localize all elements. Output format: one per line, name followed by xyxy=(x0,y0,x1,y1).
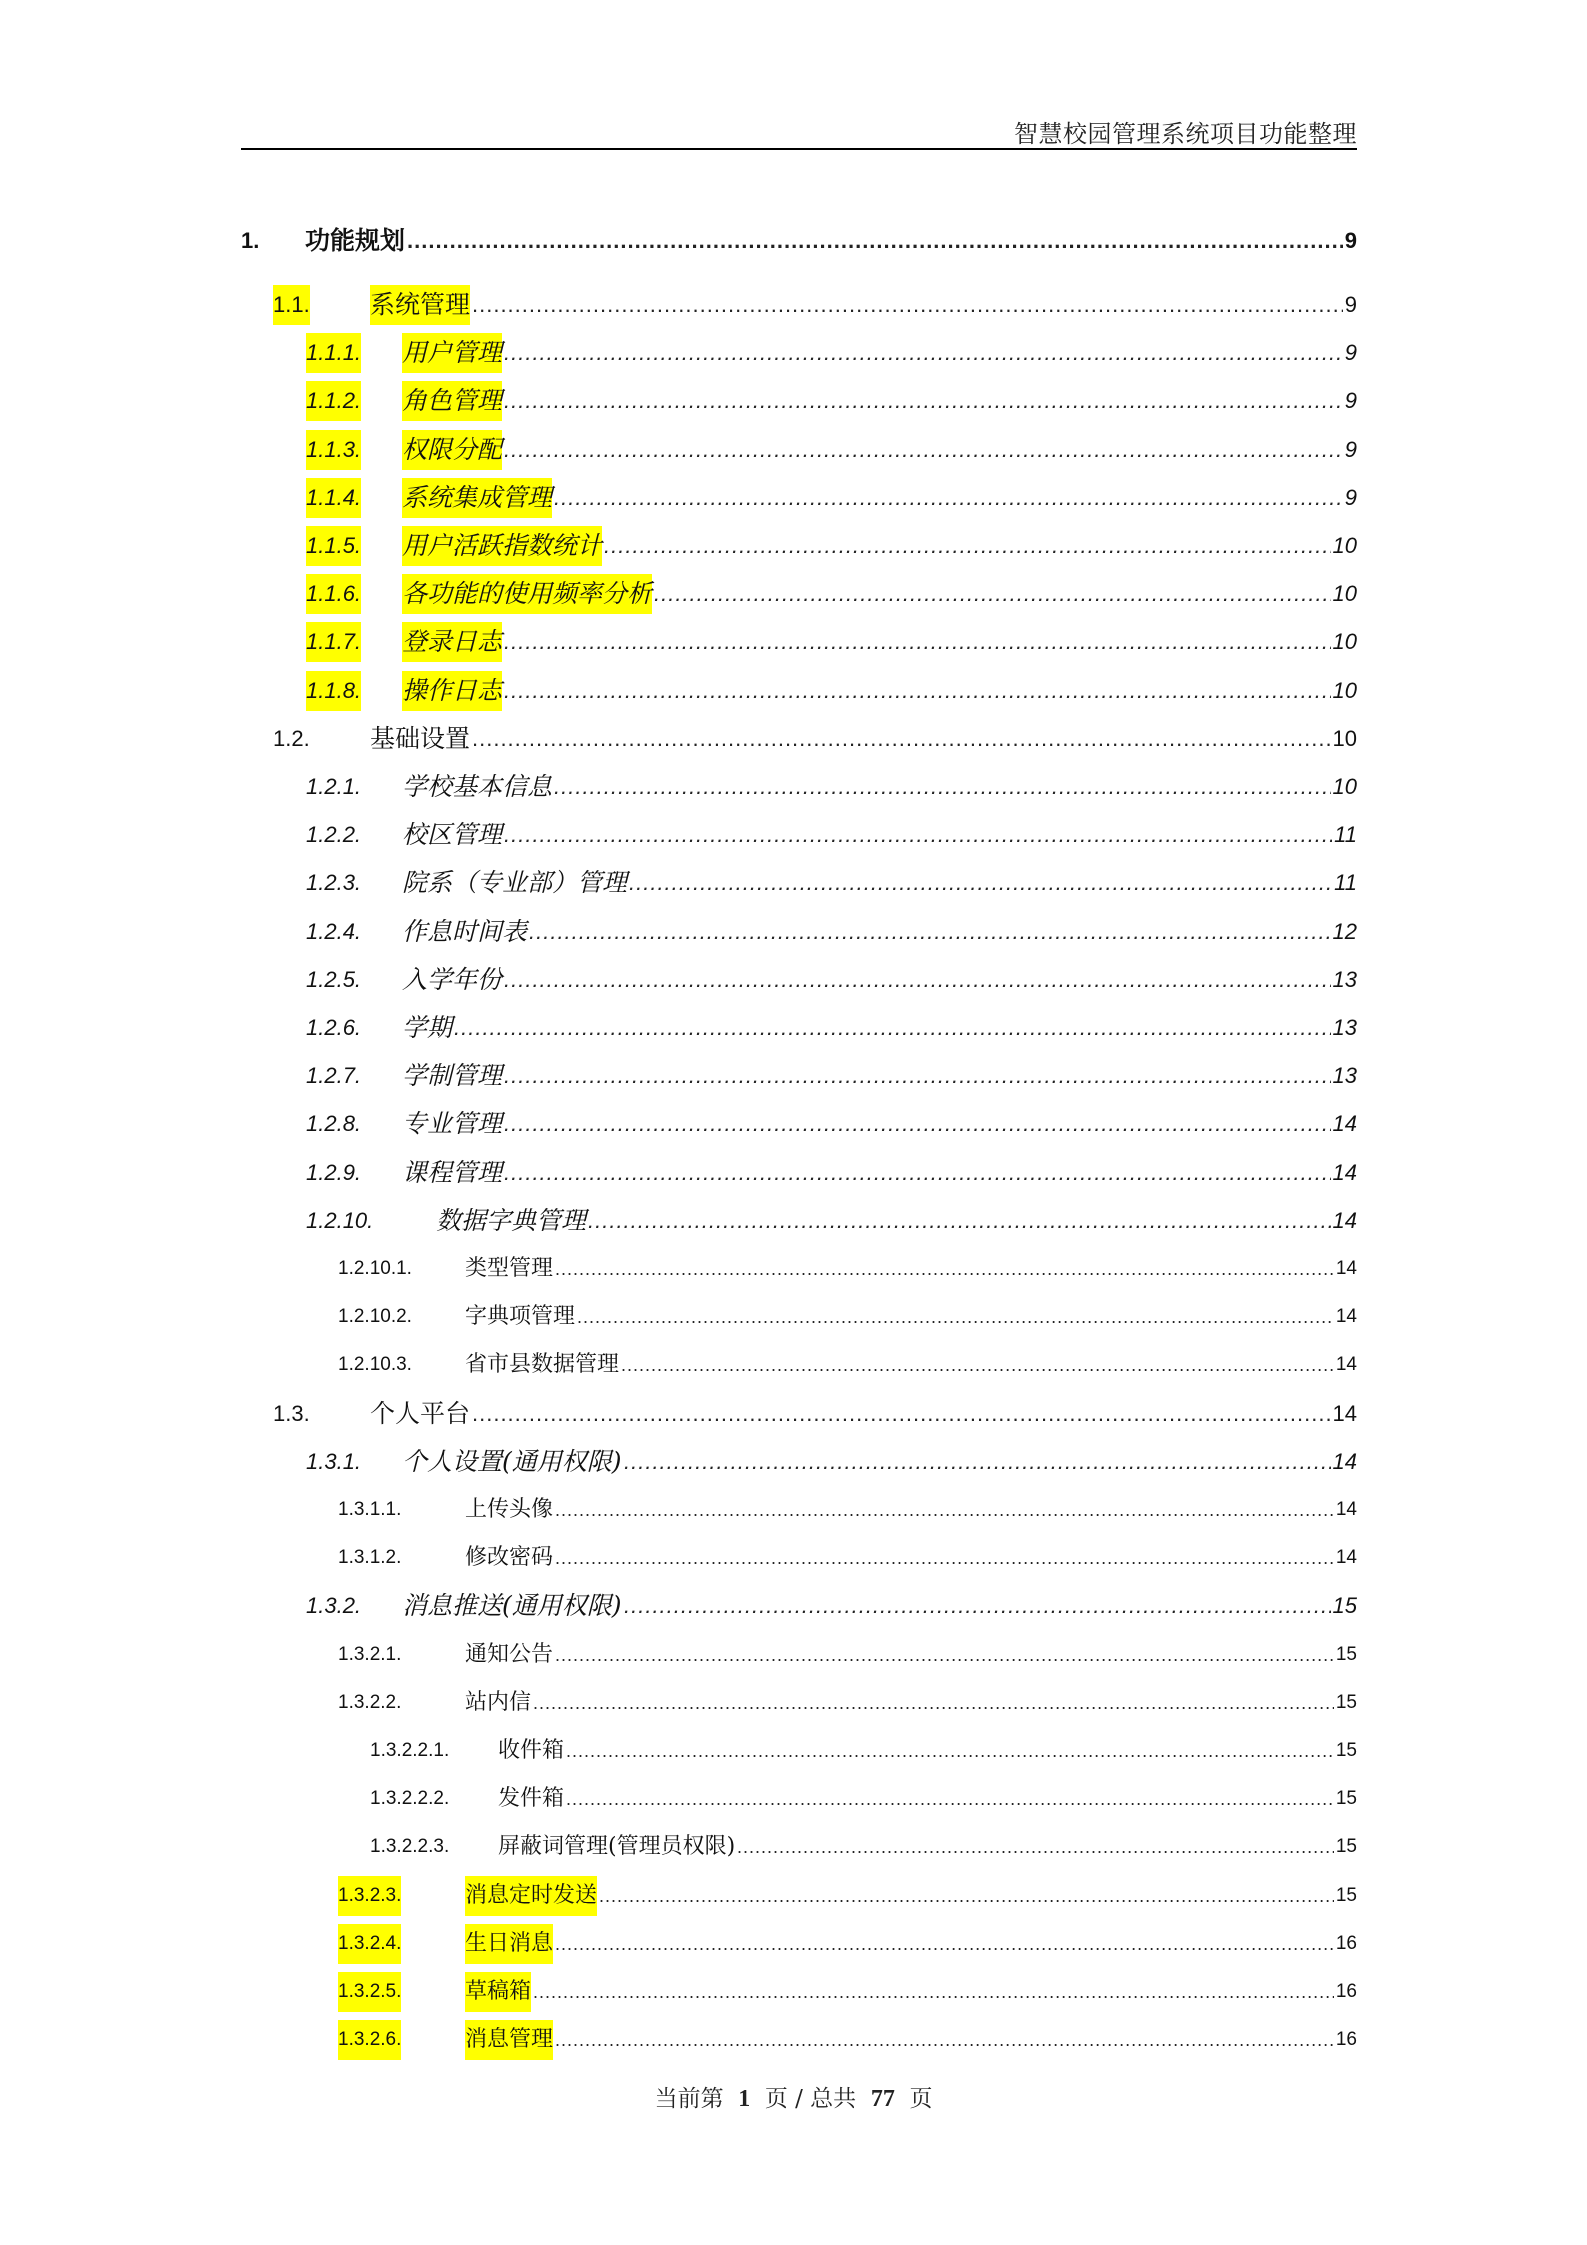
toc-entry-number: 1.3.2.1. xyxy=(338,1643,402,1665)
toc-entry-page: 14 xyxy=(1332,1448,1357,1474)
toc-entry-page: 12 xyxy=(1332,918,1357,944)
toc-entry-page: 15 xyxy=(1335,1884,1357,1906)
toc-leader-dots xyxy=(472,285,1343,325)
toc-entry[interactable] xyxy=(0,1731,1587,1771)
toc-entry-number: 1.3.2.4. xyxy=(338,1924,401,1964)
toc-entry-number: 1.1.6. xyxy=(306,574,361,614)
toc-entry-title: 修改密码 xyxy=(465,1545,554,1571)
toc-entry-number: 1.1.8. xyxy=(306,671,361,711)
toc-entry-page: 15 xyxy=(1335,1836,1357,1858)
toc-entry-title: 作息时间表 xyxy=(402,916,528,946)
toc-entry-page: 14 xyxy=(1335,1499,1357,1520)
toc-entry[interactable] xyxy=(0,863,1587,903)
toc-entry[interactable] xyxy=(0,1056,1587,1096)
toc-entry[interactable] xyxy=(0,1635,1587,1675)
toc-leader-dots xyxy=(555,1538,1334,1578)
toc-entry-title: 用户活跃指数统计 xyxy=(402,526,602,566)
toc-entry-page: 15 xyxy=(1335,1740,1357,1761)
toc-entry-page: 11 xyxy=(1334,870,1357,896)
toc-leader-dots xyxy=(407,221,1343,261)
toc-leader-dots xyxy=(504,1153,1331,1193)
toc-entry-number: 1.2.10.3. xyxy=(338,1354,412,1376)
toc-entry-page: 14 xyxy=(1332,1400,1357,1426)
toc-leader-dots xyxy=(654,574,1331,614)
toc-entry-number: 1.3.2.3. xyxy=(338,1876,401,1916)
toc-entry-number: 1.1.1. xyxy=(306,333,361,373)
toc-entry-title: 登录日志 xyxy=(402,622,502,662)
toc-entry-title: 基础设置 xyxy=(370,723,471,753)
toc-leader-dots xyxy=(504,333,1343,373)
toc-leader-dots xyxy=(555,1490,1334,1530)
toc-entry-number: 1.1. xyxy=(273,285,310,325)
toc-entry-number: 1.2.9. xyxy=(306,1159,362,1185)
toc-entry[interactable] xyxy=(0,719,1587,759)
toc-entry-page: 11 xyxy=(1334,822,1357,848)
toc-entry-number: 1.3.1.2. xyxy=(338,1547,402,1569)
toc-entry-page: 10 xyxy=(1332,533,1357,558)
toc-leader-dots xyxy=(604,526,1331,566)
toc-entry-page: 10 xyxy=(1332,629,1357,655)
toc-entry-number: 1.2.1. xyxy=(306,774,362,799)
toc-entry-page: 15 xyxy=(1335,1788,1357,1810)
toc-entry[interactable] xyxy=(0,1201,1587,1241)
toc-leader-dots xyxy=(533,1972,1334,2012)
toc-entry-number: 1.2.10. xyxy=(306,1207,374,1233)
header-title: 智慧校园管理系统项目功能整理 xyxy=(1014,120,1357,148)
toc-entry-page: 13 xyxy=(1332,1015,1357,1040)
footer-suffix: 页 xyxy=(909,2086,933,2112)
toc-entry-number: 1.2.10.2. xyxy=(338,1306,412,1328)
toc-entry-title: 数据字典管理 xyxy=(436,1205,587,1235)
toc-entry-title: 上传头像 xyxy=(465,1497,554,1522)
toc-leader-dots xyxy=(599,1876,1334,1916)
toc-leader-dots xyxy=(533,1683,1334,1723)
toc-entry-page: 9 xyxy=(1344,340,1357,366)
toc-entry[interactable] xyxy=(0,1297,1587,1337)
toc-leader-dots xyxy=(621,1345,1334,1385)
toc-leader-dots xyxy=(624,1586,1331,1626)
toc-leader-dots xyxy=(504,430,1343,470)
toc-entry-title: 系统集成管理 xyxy=(402,478,552,518)
toc-entry-number: 1.2. xyxy=(273,725,310,751)
toc-entry-number: 1. xyxy=(241,228,260,253)
toc-entry-page: 15 xyxy=(1335,1691,1357,1713)
toc-entry[interactable] xyxy=(0,1345,1587,1385)
toc-entry-number: 1.2.3. xyxy=(306,870,362,896)
toc-entry-number: 1.3.2.2.3. xyxy=(370,1836,450,1858)
toc-entry[interactable] xyxy=(0,285,1587,325)
toc-entry-number: 1.3.1.1. xyxy=(338,1499,402,1520)
total-pages-number: 77 xyxy=(870,2086,895,2112)
toc-entry-title: 个人平台 xyxy=(370,1398,471,1428)
toc-entry-page: 15 xyxy=(1332,1593,1357,1619)
toc-entry-number: 1.3.2. xyxy=(306,1593,362,1619)
toc-entry-title: 消息管理 xyxy=(465,2020,553,2060)
toc-entry-title: 校区管理 xyxy=(402,820,503,850)
toc-entry-page: 10 xyxy=(1332,677,1357,703)
toc-entry-number: 1.3.2.2.2. xyxy=(370,1788,450,1810)
toc-leader-dots xyxy=(454,1008,1331,1048)
toc-entry-page: 16 xyxy=(1335,1932,1357,1954)
toc-entry[interactable] xyxy=(0,333,1587,373)
toc-entry-title: 消息定时发送 xyxy=(465,1876,597,1916)
toc-entry-title: 系统管理 xyxy=(370,285,470,325)
toc-leader-dots xyxy=(504,960,1331,1000)
toc-entry-number: 1.1.5. xyxy=(306,526,361,566)
toc-entry-page: 14 xyxy=(1332,1111,1357,1137)
toc-entry-title: 功能规划 xyxy=(305,226,406,255)
toc-entry-page: 14 xyxy=(1332,1159,1357,1185)
toc-leader-dots xyxy=(472,719,1331,759)
toc-leader-dots xyxy=(555,1635,1334,1675)
toc-entry-page: 16 xyxy=(1335,2029,1357,2051)
toc-entry-title: 专业管理 xyxy=(402,1109,503,1139)
toc-entry[interactable] xyxy=(0,478,1587,518)
toc-entry-title: 入学年份 xyxy=(402,964,503,994)
toc-entry[interactable] xyxy=(0,912,1587,952)
toc-entry-page: 10 xyxy=(1332,581,1357,607)
toc-entry-number: 1.2.2. xyxy=(306,822,362,848)
toc-entry-title: 站内信 xyxy=(465,1689,532,1715)
toc-entry-number: 1.3.2.6. xyxy=(338,2020,401,2060)
toc-leader-dots xyxy=(504,671,1331,711)
toc-entry[interactable] xyxy=(0,622,1587,662)
toc-entry-title: 角色管理 xyxy=(402,381,502,421)
toc-entry-title: 省市县数据管理 xyxy=(465,1352,620,1378)
toc-entry-page: 9 xyxy=(1344,228,1357,253)
toc-entry[interactable] xyxy=(0,526,1587,566)
toc-entry-title: 通知公告 xyxy=(465,1641,554,1667)
toc-entry-page: 14 xyxy=(1335,1354,1357,1376)
toc-entry[interactable] xyxy=(0,430,1587,470)
toc-entry-number: 1.1.3. xyxy=(306,430,361,470)
toc-entry-title: 字典项管理 xyxy=(465,1304,576,1330)
toc-entry[interactable] xyxy=(0,1538,1587,1578)
toc-entry-number: 1.3.2.5. xyxy=(338,1972,401,2012)
toc-entry-number: 1.2.10.1. xyxy=(338,1258,412,1279)
toc-entry-title: 权限分配 xyxy=(402,430,502,470)
toc-entry-title: 消息推送(通用权限) xyxy=(402,1591,622,1621)
toc-entry-number: 1.1.7. xyxy=(306,622,361,662)
toc-entry[interactable] xyxy=(0,1104,1587,1144)
footer-middle: 页 / 总共 xyxy=(764,2086,857,2112)
toc-entry-page: 13 xyxy=(1332,966,1357,992)
toc-entry-page: 13 xyxy=(1332,1063,1357,1089)
toc-leader-dots xyxy=(566,1779,1334,1819)
toc-entry[interactable] xyxy=(0,1924,1587,1964)
toc-leader-dots xyxy=(504,381,1343,421)
toc-entry-page: 14 xyxy=(1335,1306,1357,1328)
toc-leader-dots xyxy=(577,1297,1334,1337)
toc-entry-number: 1.3.2.2.1. xyxy=(370,1740,450,1761)
toc-leader-dots xyxy=(624,1442,1331,1482)
toc-leader-dots xyxy=(504,622,1331,662)
toc-entry-page: 9 xyxy=(1344,388,1357,414)
toc-entry-number: 1.3. xyxy=(273,1400,310,1426)
toc-leader-dots xyxy=(504,815,1332,855)
toc-entry-page: 14 xyxy=(1335,1547,1357,1569)
toc-entry-number: 1.1.2. xyxy=(306,381,361,421)
toc-entry[interactable] xyxy=(0,1827,1587,1867)
current-page-number: 1 xyxy=(738,2086,751,2112)
toc-entry[interactable] xyxy=(0,1683,1587,1723)
toc-entry-title: 个人设置(通用权限) xyxy=(402,1446,622,1476)
toc-entry[interactable] xyxy=(0,1442,1587,1482)
toc-entry-number: 1.2.7. xyxy=(306,1063,362,1089)
toc-entry-title: 用户管理 xyxy=(402,333,502,373)
toc-entry[interactable] xyxy=(0,1779,1587,1819)
toc-leader-dots xyxy=(472,1394,1331,1434)
toc-entry-page: 10 xyxy=(1332,774,1357,799)
toc-entry[interactable] xyxy=(0,1972,1587,2012)
toc-entry[interactable] xyxy=(0,2020,1587,2060)
toc-leader-dots xyxy=(555,2020,1334,2060)
toc-leader-dots xyxy=(737,1827,1334,1867)
toc-entry-number: 1.1.4. xyxy=(306,478,361,518)
toc-entry[interactable] xyxy=(0,221,1587,261)
toc-entry[interactable] xyxy=(0,381,1587,421)
page-footer xyxy=(0,2080,1587,2113)
toc-entry-number: 1.2.6. xyxy=(306,1015,362,1040)
toc-entry[interactable] xyxy=(0,767,1587,807)
footer-prefix: 当前第 xyxy=(654,2086,724,2112)
toc-entry-title: 草稿箱 xyxy=(465,1972,531,2012)
toc-entry-number: 1.3.2.2. xyxy=(338,1691,402,1713)
toc-entry-number: 1.2.8. xyxy=(306,1111,362,1137)
toc-entry-number: 1.3.1. xyxy=(306,1448,362,1474)
toc-entry[interactable] xyxy=(0,671,1587,711)
toc-entry[interactable] xyxy=(0,1249,1587,1289)
toc-entry-page: 9 xyxy=(1344,292,1357,317)
toc-entry-page: 16 xyxy=(1335,1981,1357,2002)
toc-entry[interactable] xyxy=(0,1490,1587,1530)
toc-entry-title: 课程管理 xyxy=(402,1157,503,1187)
toc-entry-number: 1.2.4. xyxy=(306,918,362,944)
toc-entry-number: 1.2.5. xyxy=(306,966,362,992)
toc-entry[interactable] xyxy=(0,1394,1587,1434)
toc-leader-dots xyxy=(529,912,1331,952)
toc-entry[interactable] xyxy=(0,815,1587,855)
toc-entry-title: 各功能的使用频率分析 xyxy=(402,574,652,614)
toc-entry-title: 学制管理 xyxy=(402,1061,503,1091)
toc-entry-page: 14 xyxy=(1332,1207,1357,1233)
toc-entry[interactable] xyxy=(0,1153,1587,1193)
toc-entry-title: 发件箱 xyxy=(498,1786,565,1812)
toc-leader-dots xyxy=(566,1731,1334,1771)
toc-entry-title: 类型管理 xyxy=(465,1256,554,1281)
toc-entry-page: 9 xyxy=(1344,484,1357,510)
toc-leader-dots xyxy=(629,863,1332,903)
toc-leader-dots xyxy=(554,767,1331,807)
toc-entry-title: 生日消息 xyxy=(465,1924,553,1964)
toc-entry-title: 学期 xyxy=(402,1013,453,1042)
toc-entry-page: 9 xyxy=(1344,436,1357,462)
toc-entry[interactable] xyxy=(0,574,1587,614)
toc-entry-page: 10 xyxy=(1332,725,1357,751)
toc-entry-title: 收件箱 xyxy=(498,1738,565,1763)
toc-leader-dots xyxy=(555,1249,1334,1289)
toc-leader-dots xyxy=(504,1104,1331,1144)
toc-entry[interactable] xyxy=(0,960,1587,1000)
toc-leader-dots xyxy=(504,1056,1331,1096)
toc-leader-dots xyxy=(588,1201,1331,1241)
toc-entry[interactable] xyxy=(0,1008,1587,1048)
toc-entry[interactable] xyxy=(0,1876,1587,1916)
toc-entry-page: 14 xyxy=(1335,1258,1357,1279)
toc-entry-title: 学校基本信息 xyxy=(402,772,553,801)
toc-entry-page: 15 xyxy=(1335,1643,1357,1665)
toc-entry-title: 屏蔽词管理(管理员权限) xyxy=(498,1834,736,1860)
toc-entry-title: 院系（专业部）管理 xyxy=(402,868,628,898)
toc-entry[interactable] xyxy=(0,1586,1587,1626)
toc-entry-title: 操作日志 xyxy=(402,671,502,711)
toc-leader-dots xyxy=(554,478,1343,518)
toc-leader-dots xyxy=(555,1924,1334,1964)
